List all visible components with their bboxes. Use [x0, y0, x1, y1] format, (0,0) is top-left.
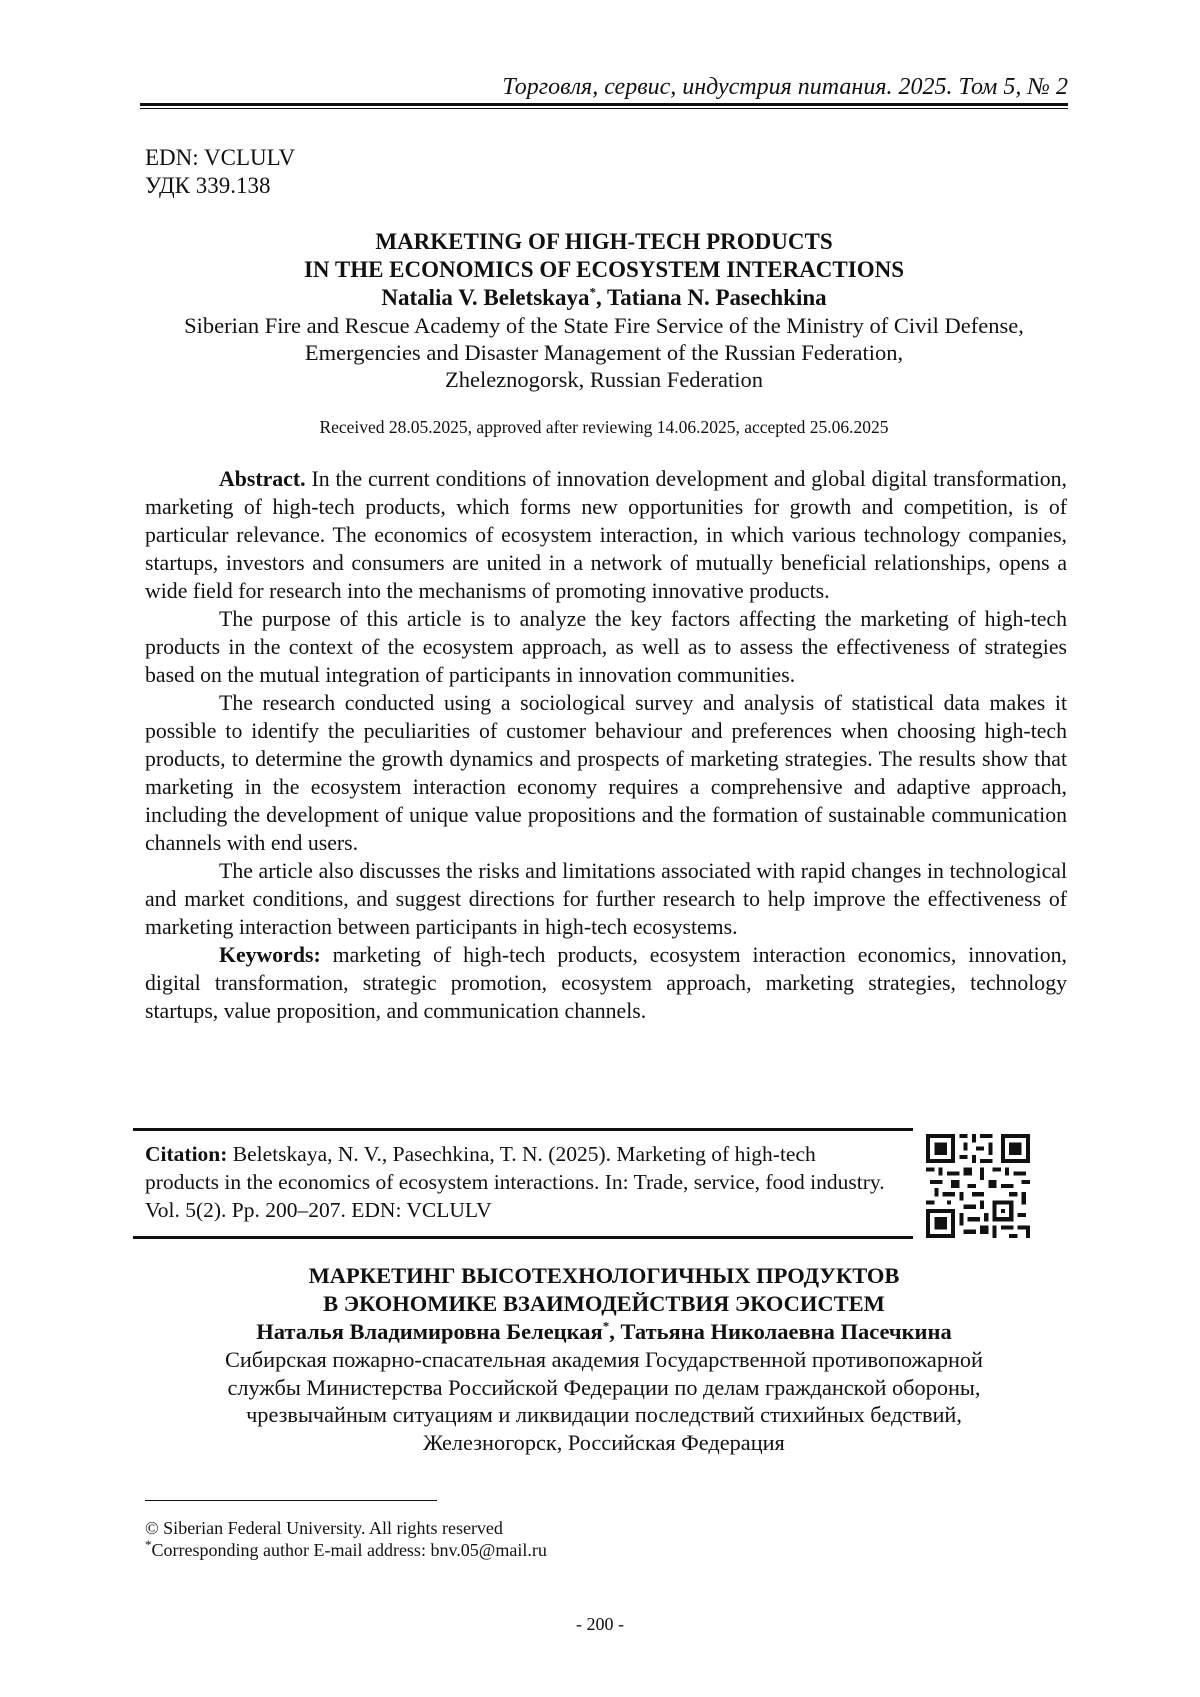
english-affiliation-line: Emergencies and Disaster Management of the Russian Federation,: [304, 340, 904, 365]
russian-authors: [120, 1318, 1088, 1346]
corresponding-author-mark: *: [589, 284, 596, 300]
ru-author-2: , Татьяна Николаевна Пасечкина: [609, 1319, 952, 1344]
citation-box: [145, 1140, 891, 1224]
russian-affiliation-line: службы Министерства Российской Федерации по делам гражданской обороны,: [227, 1374, 981, 1400]
abstract-paragraph: [145, 465, 1067, 605]
russian-title-line-2: В ЭКОНОМИКЕ ВЗАИМОДЕЙСТВИЯ ЭКОСИСТЕМ: [323, 1291, 885, 1316]
abstract-paragraph: The research conducted using a sociological survey and analysis of statistical data makes it possible to identify the peculiarities of customer behaviour and preferences when choosing high-tech products, to determine the growth dynamics and prospects of marketing strategies. The results show that marketing in the ecosystem interaction economy requires a comprehensive and adaptive approach, including the development of unique value propositions and the formation of sustainable communication channels with end users.: [145, 691, 1067, 855]
russian-affiliation-line: Железногорск, Российская Федерация: [423, 1429, 785, 1455]
footnotes: [145, 1517, 547, 1561]
citation-label: Citation:: [145, 1142, 228, 1166]
qr-code-icon[interactable]: [926, 1134, 1030, 1238]
author-1: Natalia V. Beletskaya: [381, 285, 590, 310]
russian-affiliation-line: чрезвычайным ситуациям и ликвидации последствий стихийных бедствий,: [246, 1402, 962, 1427]
article-dates: Received 28.05.2025, approved after reviewing 14.06.2025, accepted 25.06.2025: [319, 417, 889, 437]
keywords-text: marketing of high-tech products, ecosystem interaction economics, innovation, digital transformation, strategic promotion, ecosystem approach, marketing strategies, technology startups, value proposition, and communication channels.: [145, 943, 1067, 1023]
corresponding-email: Corresponding author E-mail address: bnv.05@mail.ru: [151, 1540, 547, 1560]
citation-rule-top: [133, 1128, 913, 1131]
russian-affiliation-line: Сибирская пожарно-спасательная академия Государственной противопожарной: [225, 1347, 983, 1372]
citation-rule-bottom: [133, 1236, 913, 1239]
footnote-rule: [145, 1500, 437, 1501]
russian-title-block: [120, 1262, 1088, 1456]
footnote-mark: *: [145, 1537, 152, 1552]
udk-code: УДК 339.138: [145, 173, 271, 198]
keywords-paragraph: [145, 941, 1067, 1025]
english-title-line-2: IN THE ECONOMICS OF ECOSYSTEM INTERACTIONS: [303, 257, 905, 282]
english-title-block: [120, 228, 1088, 393]
abstract-paragraph: The purpose of this article is to analyze the key factors affecting the marketing of high-tech products in the context of the ecosystem approach, as well as to assess the effectiveness of strategies based on the mutual integration of participants in innovation communities.: [145, 607, 1067, 687]
journal-running-head: Торговля, сервис, индустрия питания. 2025. Том 5, № 2: [502, 74, 1068, 100]
english-affiliation-line: Siberian Fire and Rescue Academy of the State Fire Service of the Ministry of Civil Defense,: [184, 313, 1024, 338]
ru-author-1: Наталья Владимировна Белецкая: [256, 1319, 603, 1344]
header-rule-thin: [140, 108, 1068, 109]
russian-title-line-1: МАРКЕТИНГ ВЫСОТЕХНОЛОГИЧНЫХ ПРОДУКТОВ: [308, 1263, 900, 1288]
author-2: , Tatiana N. Pasechkina: [595, 285, 827, 310]
identifiers: [145, 144, 295, 200]
abstract-section: [145, 465, 1067, 1025]
abstract-paragraph: The article also discusses the risks and limitations associated with rapid changes in technological and market conditions, and suggest directions for further research to help improve the effectiveness of marketing interaction between participants in high-tech ecosystems.: [145, 859, 1067, 939]
corresponding-note: [145, 1539, 547, 1561]
abstract-text: In the current conditions of innovation development and global digital transformation, marketing of high-tech products, which forms new opportunities for growth and competition, is of particular relevance. The economics of ecosystem interaction, in which various technology companies, startups, investors and consumers are united in a network of mutually beneficial relationships, opens a wide field for research into the mechanisms of promoting innovative products.: [145, 467, 1067, 603]
citation-text: Beletskaya, N. V., Pasechkina, T. N. (2025). Marketing of high-tech products in the economics of ecosystem interactions. In: Trade, service, food industry. Vol. 5(2). Pp. 200–207. EDN: VCLULV: [145, 1142, 885, 1222]
copyright-note: © Siberian Federal University. All rights reserved: [145, 1518, 503, 1538]
page-number: - 200 -: [576, 1614, 624, 1634]
ru-corresponding-author-mark: *: [602, 1318, 610, 1334]
edn-code: EDN: VCLULV: [145, 145, 296, 170]
header-rule-thick: [140, 103, 1068, 106]
english-authors: [120, 284, 1088, 312]
abstract-label: Abstract.: [219, 467, 306, 491]
keywords-label: Keywords:: [219, 943, 321, 967]
english-title-line-1: MARKETING OF HIGH-TECH PRODUCTS: [375, 229, 833, 254]
english-affiliation-line: Zheleznogorsk, Russian Federation: [444, 367, 764, 392]
